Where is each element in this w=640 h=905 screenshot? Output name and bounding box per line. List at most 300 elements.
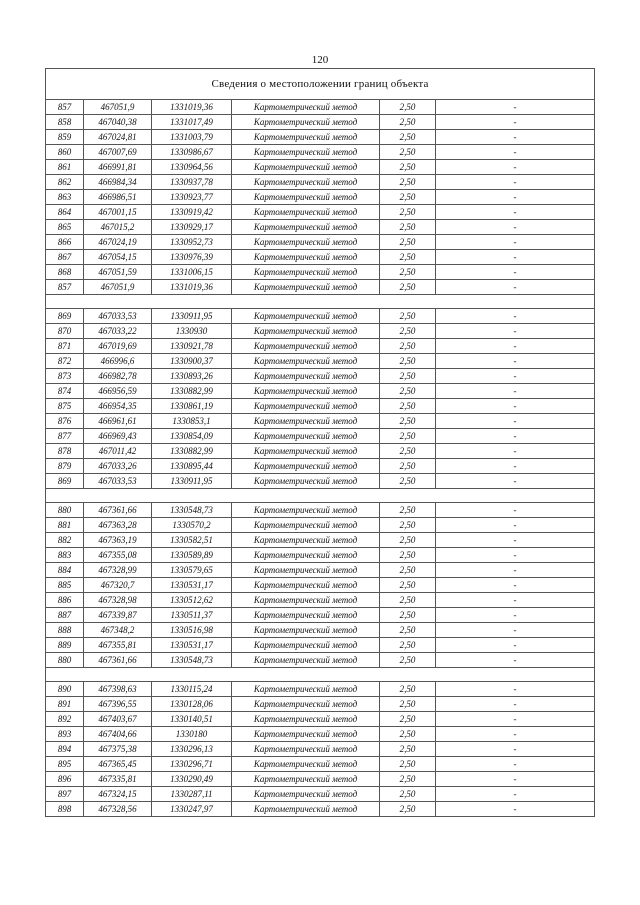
coord-x-cell: 467375,38	[84, 742, 152, 757]
table-row	[46, 548, 595, 563]
table-row	[46, 280, 595, 295]
table-row	[46, 474, 595, 489]
coord-x-cell: 467403,67	[84, 712, 152, 727]
accuracy-cell: 2,50	[380, 130, 436, 145]
point-number-cell: 888	[46, 623, 84, 638]
coord-y-cell: 1330516,98	[152, 623, 232, 638]
note-cell: -	[436, 250, 595, 265]
note-cell: -	[436, 130, 595, 145]
accuracy-cell: 2,50	[380, 235, 436, 250]
table-row	[46, 429, 595, 444]
coord-x-cell: 467361,66	[84, 503, 152, 518]
coord-y-cell: 1330180	[152, 727, 232, 742]
coord-y-cell: 1331017,49	[152, 115, 232, 130]
note-cell: -	[436, 339, 595, 354]
table-row	[46, 772, 595, 787]
accuracy-cell: 2,50	[380, 280, 436, 295]
coord-x-cell: 467001,15	[84, 205, 152, 220]
coord-x-cell: 466954,35	[84, 399, 152, 414]
point-number-cell: 887	[46, 608, 84, 623]
note-cell: -	[436, 324, 595, 339]
accuracy-cell: 2,50	[380, 265, 436, 280]
point-number-cell: 881	[46, 518, 84, 533]
accuracy-cell: 2,50	[380, 802, 436, 817]
accuracy-cell: 2,50	[380, 384, 436, 399]
coord-x-cell: 467324,15	[84, 787, 152, 802]
note-cell: -	[436, 697, 595, 712]
coord-y-cell: 1330512,62	[152, 593, 232, 608]
method-cell: Картометрический метод	[232, 339, 380, 354]
coord-y-cell: 1330854,09	[152, 429, 232, 444]
point-number-cell: 876	[46, 414, 84, 429]
note-cell: -	[436, 533, 595, 548]
block-separator-row	[46, 668, 595, 682]
coord-y-cell: 1330900,37	[152, 354, 232, 369]
coord-y-cell: 1330531,17	[152, 638, 232, 653]
coord-x-cell: 466969,43	[84, 429, 152, 444]
method-cell: Картометрический метод	[232, 429, 380, 444]
note-cell: -	[436, 444, 595, 459]
accuracy-cell: 2,50	[380, 100, 436, 115]
note-cell: -	[436, 653, 595, 668]
coord-y-cell: 1330893,26	[152, 369, 232, 384]
accuracy-cell: 2,50	[380, 429, 436, 444]
coord-y-cell: 1330895,44	[152, 459, 232, 474]
note-cell: -	[436, 115, 595, 130]
coord-y-cell: 1330290,49	[152, 772, 232, 787]
note-cell: -	[436, 682, 595, 697]
method-cell: Картометрический метод	[232, 459, 380, 474]
point-number-cell: 889	[46, 638, 84, 653]
coord-y-cell: 1330511,37	[152, 608, 232, 623]
accuracy-cell: 2,50	[380, 712, 436, 727]
accuracy-cell: 2,50	[380, 593, 436, 608]
table-row	[46, 563, 595, 578]
point-number-cell: 869	[46, 474, 84, 489]
method-cell: Картометрический метод	[232, 638, 380, 653]
coord-x-cell: 467396,55	[84, 697, 152, 712]
table-row	[46, 145, 595, 160]
coord-y-cell: 1330548,73	[152, 653, 232, 668]
note-cell: -	[436, 220, 595, 235]
table-row	[46, 190, 595, 205]
accuracy-cell: 2,50	[380, 160, 436, 175]
coord-x-cell: 466961,61	[84, 414, 152, 429]
method-cell: Картометрический метод	[232, 220, 380, 235]
method-cell: Картометрический метод	[232, 503, 380, 518]
coordinates-sheet	[45, 68, 594, 817]
note-cell: -	[436, 578, 595, 593]
coord-x-cell: 467015,2	[84, 220, 152, 235]
note-cell: -	[436, 593, 595, 608]
accuracy-cell: 2,50	[380, 399, 436, 414]
method-cell: Картометрический метод	[232, 757, 380, 772]
coord-x-cell: 467011,42	[84, 444, 152, 459]
coord-x-cell: 467348,2	[84, 623, 152, 638]
accuracy-cell: 2,50	[380, 115, 436, 130]
coord-x-cell: 467355,08	[84, 548, 152, 563]
point-number-cell: 891	[46, 697, 84, 712]
note-cell: -	[436, 548, 595, 563]
coord-y-cell: 1330930	[152, 324, 232, 339]
coord-y-cell: 1330919,42	[152, 205, 232, 220]
table-row	[46, 742, 595, 757]
accuracy-cell: 2,50	[380, 250, 436, 265]
note-cell: -	[436, 190, 595, 205]
page-number: 120	[311, 54, 329, 66]
accuracy-cell: 2,50	[380, 414, 436, 429]
method-cell: Картометрический метод	[232, 160, 380, 175]
coord-y-cell: 1330296,13	[152, 742, 232, 757]
note-cell: -	[436, 623, 595, 638]
note-cell: -	[436, 757, 595, 772]
coord-y-cell: 1330247,97	[152, 802, 232, 817]
point-number-cell: 857	[46, 100, 84, 115]
point-number-cell: 869	[46, 309, 84, 324]
accuracy-cell: 2,50	[380, 474, 436, 489]
table-row	[46, 309, 595, 324]
coord-x-cell: 467363,19	[84, 533, 152, 548]
note-cell: -	[436, 727, 595, 742]
table-row	[46, 802, 595, 817]
table-row	[46, 682, 595, 697]
table-row	[46, 384, 595, 399]
table-row	[46, 399, 595, 414]
coord-x-cell: 466956,59	[84, 384, 152, 399]
method-cell: Картометрический метод	[232, 593, 380, 608]
coord-x-cell: 467033,22	[84, 324, 152, 339]
point-number-cell: 893	[46, 727, 84, 742]
method-cell: Картометрический метод	[232, 563, 380, 578]
accuracy-cell: 2,50	[380, 145, 436, 160]
accuracy-cell: 2,50	[380, 638, 436, 653]
note-cell: -	[436, 160, 595, 175]
accuracy-cell: 2,50	[380, 697, 436, 712]
coord-x-cell: 467398,63	[84, 682, 152, 697]
coord-y-cell: 1331003,79	[152, 130, 232, 145]
point-number-cell: 857	[46, 280, 84, 295]
table-title-row	[46, 69, 595, 100]
point-number-cell: 874	[46, 384, 84, 399]
point-number-cell: 880	[46, 653, 84, 668]
accuracy-cell: 2,50	[380, 682, 436, 697]
coord-y-cell: 1330287,11	[152, 787, 232, 802]
note-cell: -	[436, 638, 595, 653]
coord-y-cell: 1330548,73	[152, 503, 232, 518]
coord-y-cell: 1330531,17	[152, 578, 232, 593]
table-row	[46, 623, 595, 638]
coord-y-cell: 1330937,78	[152, 175, 232, 190]
method-cell: Картометрический метод	[232, 190, 380, 205]
point-number-cell: 884	[46, 563, 84, 578]
accuracy-cell: 2,50	[380, 608, 436, 623]
table-row	[46, 175, 595, 190]
accuracy-cell: 2,50	[380, 503, 436, 518]
method-cell: Картометрический метод	[232, 175, 380, 190]
accuracy-cell: 2,50	[380, 459, 436, 474]
method-cell: Картометрический метод	[232, 608, 380, 623]
method-cell: Картометрический метод	[232, 742, 380, 757]
coord-x-cell: 467404,66	[84, 727, 152, 742]
note-cell: -	[436, 459, 595, 474]
accuracy-cell: 2,50	[380, 623, 436, 638]
accuracy-cell: 2,50	[380, 727, 436, 742]
coord-x-cell: 467019,69	[84, 339, 152, 354]
method-cell: Картометрический метод	[232, 712, 380, 727]
method-cell: Картометрический метод	[232, 727, 380, 742]
table-row	[46, 787, 595, 802]
point-number-cell: 894	[46, 742, 84, 757]
point-number-cell: 861	[46, 160, 84, 175]
method-cell: Картометрический метод	[232, 653, 380, 668]
coord-x-cell: 467054,15	[84, 250, 152, 265]
note-cell: -	[436, 205, 595, 220]
method-cell: Картометрический метод	[232, 772, 380, 787]
table-row	[46, 712, 595, 727]
table-row	[46, 130, 595, 145]
note-cell: -	[436, 563, 595, 578]
point-number-cell: 882	[46, 533, 84, 548]
method-cell: Картометрический метод	[232, 414, 380, 429]
separator-cell	[46, 489, 595, 503]
note-cell: -	[436, 503, 595, 518]
block-separator-row	[46, 489, 595, 503]
coord-y-cell: 1330115,24	[152, 682, 232, 697]
coord-y-cell: 1330582,51	[152, 533, 232, 548]
coord-x-cell: 467024,81	[84, 130, 152, 145]
table-row	[46, 250, 595, 265]
table-row	[46, 160, 595, 175]
coord-y-cell: 1330921,78	[152, 339, 232, 354]
accuracy-cell: 2,50	[380, 757, 436, 772]
note-cell: -	[436, 802, 595, 817]
coord-x-cell: 467328,98	[84, 593, 152, 608]
coord-x-cell: 467363,28	[84, 518, 152, 533]
table-row	[46, 578, 595, 593]
point-number-cell: 862	[46, 175, 84, 190]
method-cell: Картометрический метод	[232, 518, 380, 533]
table-row	[46, 503, 595, 518]
accuracy-cell: 2,50	[380, 205, 436, 220]
point-number-cell: 870	[46, 324, 84, 339]
coord-x-cell: 467339,87	[84, 608, 152, 623]
note-cell: -	[436, 100, 595, 115]
separator-cell	[46, 668, 595, 682]
point-number-cell: 867	[46, 250, 84, 265]
table-row	[46, 593, 595, 608]
method-cell: Картометрический метод	[232, 697, 380, 712]
method-cell: Картометрический метод	[232, 548, 380, 563]
accuracy-cell: 2,50	[380, 190, 436, 205]
method-cell: Картометрический метод	[232, 578, 380, 593]
point-number-cell: 878	[46, 444, 84, 459]
coord-y-cell: 1330976,39	[152, 250, 232, 265]
point-number-cell: 860	[46, 145, 84, 160]
point-number-cell: 868	[46, 265, 84, 280]
note-cell: -	[436, 429, 595, 444]
coord-x-cell: 466991,81	[84, 160, 152, 175]
point-number-cell: 859	[46, 130, 84, 145]
method-cell: Картометрический метод	[232, 324, 380, 339]
point-number-cell: 892	[46, 712, 84, 727]
table-row	[46, 220, 595, 235]
coord-y-cell: 1330861,19	[152, 399, 232, 414]
coord-x-cell: 467355,81	[84, 638, 152, 653]
point-number-cell: 897	[46, 787, 84, 802]
table-row	[46, 653, 595, 668]
coord-y-cell: 1330911,95	[152, 309, 232, 324]
coord-y-cell: 1330929,17	[152, 220, 232, 235]
coord-x-cell: 467033,53	[84, 309, 152, 324]
coord-x-cell: 466982,78	[84, 369, 152, 384]
table-row	[46, 339, 595, 354]
point-number-cell: 895	[46, 757, 84, 772]
coord-y-cell: 1330128,06	[152, 697, 232, 712]
accuracy-cell: 2,50	[380, 533, 436, 548]
method-cell: Картометрический метод	[232, 682, 380, 697]
coord-x-cell: 466986,51	[84, 190, 152, 205]
table-row	[46, 518, 595, 533]
note-cell: -	[436, 354, 595, 369]
coord-y-cell: 1330579,65	[152, 563, 232, 578]
point-number-cell: 886	[46, 593, 84, 608]
note-cell: -	[436, 474, 595, 489]
accuracy-cell: 2,50	[380, 518, 436, 533]
coord-y-cell: 1330952,73	[152, 235, 232, 250]
accuracy-cell: 2,50	[380, 548, 436, 563]
point-number-cell: 885	[46, 578, 84, 593]
accuracy-cell: 2,50	[380, 742, 436, 757]
table-row	[46, 369, 595, 384]
note-cell: -	[436, 145, 595, 160]
coord-y-cell: 1330986,67	[152, 145, 232, 160]
method-cell: Картометрический метод	[232, 533, 380, 548]
accuracy-cell: 2,50	[380, 772, 436, 787]
coord-x-cell: 467033,26	[84, 459, 152, 474]
coord-x-cell: 467051,59	[84, 265, 152, 280]
point-number-cell: 877	[46, 429, 84, 444]
note-cell: -	[436, 399, 595, 414]
table-row	[46, 697, 595, 712]
coord-y-cell: 1330911,95	[152, 474, 232, 489]
point-number-cell: 866	[46, 235, 84, 250]
table-row	[46, 205, 595, 220]
note-cell: -	[436, 280, 595, 295]
note-cell: -	[436, 384, 595, 399]
coord-x-cell: 467328,56	[84, 802, 152, 817]
coord-y-cell: 1330589,89	[152, 548, 232, 563]
point-number-cell: 864	[46, 205, 84, 220]
coord-y-cell: 1330923,77	[152, 190, 232, 205]
table-row	[46, 115, 595, 130]
table-row	[46, 444, 595, 459]
note-cell: -	[436, 309, 595, 324]
method-cell: Картометрический метод	[232, 444, 380, 459]
accuracy-cell: 2,50	[380, 578, 436, 593]
coord-x-cell: 466984,34	[84, 175, 152, 190]
method-cell: Картометрический метод	[232, 369, 380, 384]
accuracy-cell: 2,50	[380, 309, 436, 324]
coord-y-cell: 1330296,71	[152, 757, 232, 772]
method-cell: Картометрический метод	[232, 115, 380, 130]
method-cell: Картометрический метод	[232, 145, 380, 160]
method-cell: Картометрический метод	[232, 802, 380, 817]
method-cell: Картометрический метод	[232, 787, 380, 802]
note-cell: -	[436, 712, 595, 727]
method-cell: Картометрический метод	[232, 250, 380, 265]
point-number-cell: 858	[46, 115, 84, 130]
coord-y-cell: 1330140,51	[152, 712, 232, 727]
coord-x-cell: 467051,9	[84, 280, 152, 295]
note-cell: -	[436, 235, 595, 250]
note-cell: -	[436, 608, 595, 623]
coord-x-cell: 467320,7	[84, 578, 152, 593]
method-cell: Картометрический метод	[232, 100, 380, 115]
table-row	[46, 235, 595, 250]
coord-x-cell: 466996,6	[84, 354, 152, 369]
point-number-cell: 873	[46, 369, 84, 384]
method-cell: Картометрический метод	[232, 474, 380, 489]
table-row	[46, 757, 595, 772]
point-number-cell: 871	[46, 339, 84, 354]
coord-x-cell: 467033,53	[84, 474, 152, 489]
note-cell: -	[436, 787, 595, 802]
point-number-cell: 890	[46, 682, 84, 697]
point-number-cell: 880	[46, 503, 84, 518]
coord-x-cell: 467007,69	[84, 145, 152, 160]
point-number-cell: 865	[46, 220, 84, 235]
accuracy-cell: 2,50	[380, 175, 436, 190]
coord-y-cell: 1330964,56	[152, 160, 232, 175]
note-cell: -	[436, 518, 595, 533]
method-cell: Картометрический метод	[232, 130, 380, 145]
coord-y-cell: 1331019,36	[152, 280, 232, 295]
boundary-coordinates-table	[45, 68, 595, 817]
accuracy-cell: 2,50	[380, 324, 436, 339]
coord-x-cell: 467361,66	[84, 653, 152, 668]
method-cell: Картометрический метод	[232, 205, 380, 220]
point-number-cell: 896	[46, 772, 84, 787]
coord-x-cell: 467051,9	[84, 100, 152, 115]
coord-y-cell: 1331006,15	[152, 265, 232, 280]
method-cell: Картометрический метод	[232, 354, 380, 369]
note-cell: -	[436, 414, 595, 429]
block-separator-row	[46, 295, 595, 309]
table-row	[46, 533, 595, 548]
table-row	[46, 638, 595, 653]
accuracy-cell: 2,50	[380, 787, 436, 802]
table-title: Сведения о местоположении границ объекта	[46, 69, 595, 100]
method-cell: Картометрический метод	[232, 280, 380, 295]
coord-x-cell: 467328,99	[84, 563, 152, 578]
note-cell: -	[436, 742, 595, 757]
table-row	[46, 324, 595, 339]
coord-y-cell: 1330882,99	[152, 444, 232, 459]
point-number-cell: 875	[46, 399, 84, 414]
accuracy-cell: 2,50	[380, 653, 436, 668]
point-number-cell: 863	[46, 190, 84, 205]
accuracy-cell: 2,50	[380, 444, 436, 459]
table-row	[46, 265, 595, 280]
note-cell: -	[436, 175, 595, 190]
coord-x-cell: 467365,45	[84, 757, 152, 772]
separator-cell	[46, 295, 595, 309]
coord-y-cell: 1330570,2	[152, 518, 232, 533]
point-number-cell: 898	[46, 802, 84, 817]
method-cell: Картометрический метод	[232, 265, 380, 280]
method-cell: Картометрический метод	[232, 623, 380, 638]
coord-y-cell: 1331019,36	[152, 100, 232, 115]
